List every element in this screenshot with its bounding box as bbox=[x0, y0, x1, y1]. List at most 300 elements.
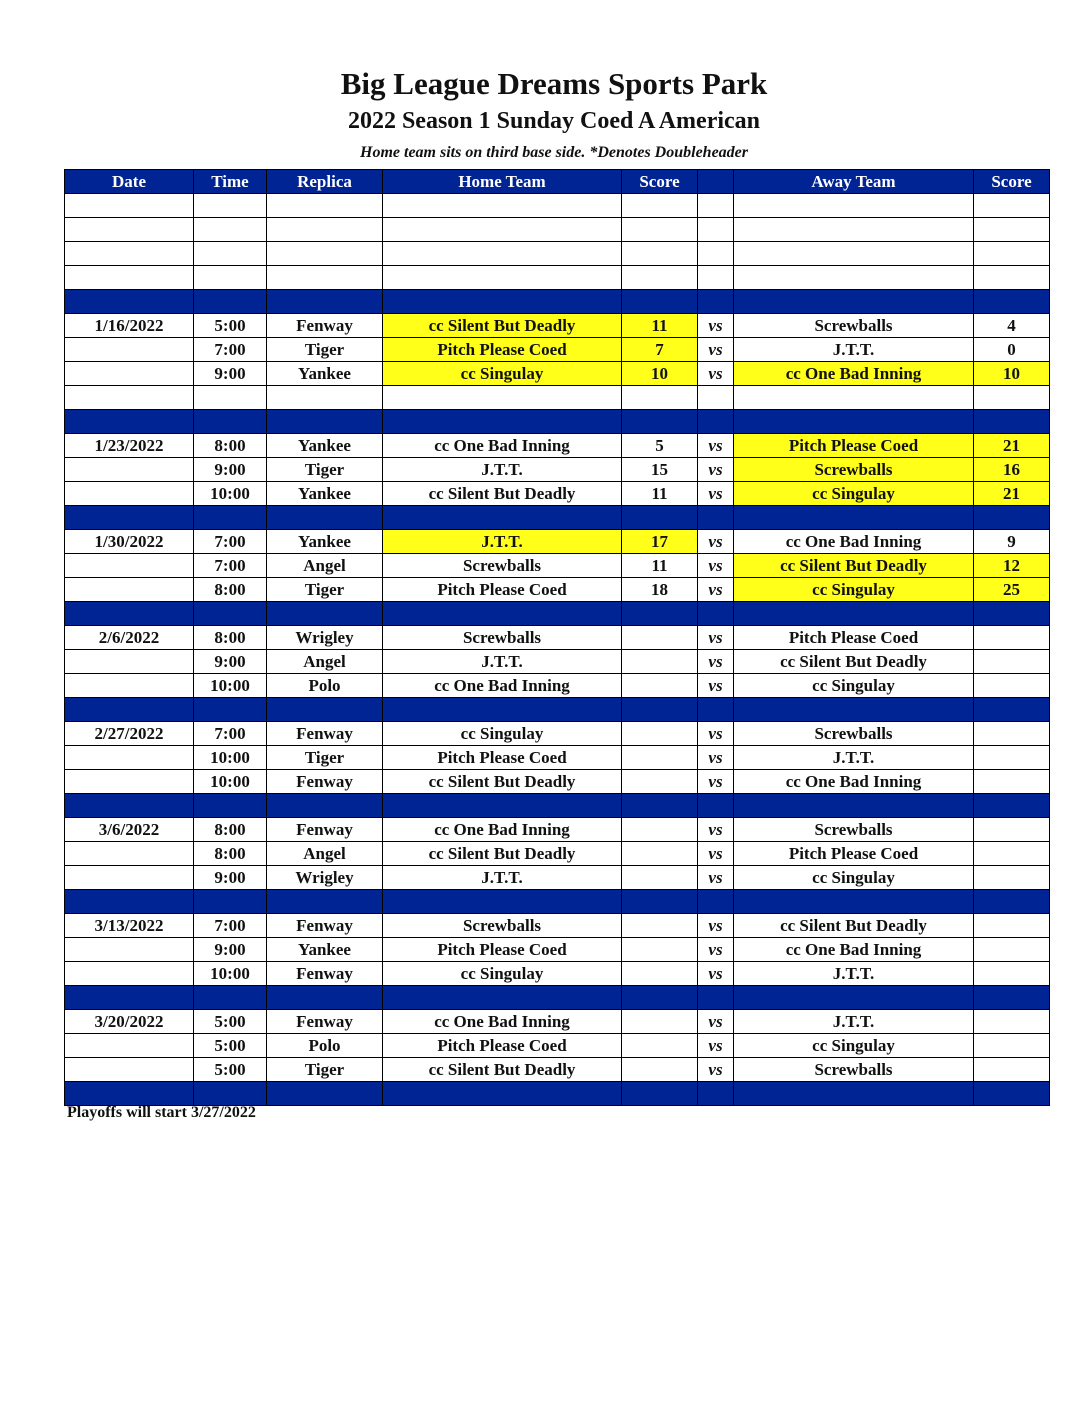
blank-cell bbox=[734, 242, 974, 266]
blank-cell bbox=[194, 242, 267, 266]
replica-cell: Fenway bbox=[267, 1010, 383, 1034]
date-cell: 3/20/2022 bbox=[65, 1010, 194, 1034]
date-cell bbox=[65, 842, 194, 866]
replica-cell: Fenway bbox=[267, 770, 383, 794]
away-score-cell bbox=[974, 770, 1050, 794]
away-score-cell bbox=[974, 1058, 1050, 1082]
blank-row bbox=[65, 218, 1050, 242]
date-cell: 2/27/2022 bbox=[65, 722, 194, 746]
date-cell bbox=[65, 554, 194, 578]
blank-cell bbox=[974, 194, 1050, 218]
date-cell bbox=[65, 458, 194, 482]
away-team-cell: cc One Bad Inning bbox=[734, 770, 974, 794]
time-cell: 10:00 bbox=[194, 482, 267, 506]
time-cell: 7:00 bbox=[194, 554, 267, 578]
time-cell: 9:00 bbox=[194, 650, 267, 674]
table-header-row bbox=[65, 170, 1050, 194]
blank-cell bbox=[383, 266, 622, 290]
date-cell bbox=[65, 770, 194, 794]
separator-cell bbox=[974, 698, 1050, 722]
blank-cell bbox=[383, 194, 622, 218]
replica-cell: Fenway bbox=[267, 722, 383, 746]
separator-cell bbox=[267, 290, 383, 314]
separator-row bbox=[65, 290, 1050, 314]
blank-cell bbox=[734, 266, 974, 290]
separator-cell bbox=[194, 602, 267, 626]
vs-cell: vs bbox=[698, 530, 734, 554]
separator-cell bbox=[622, 794, 698, 818]
home-team-cell: cc Silent But Deadly bbox=[383, 482, 622, 506]
vs-cell: vs bbox=[698, 818, 734, 842]
away-score-cell: 16 bbox=[974, 458, 1050, 482]
separator-cell bbox=[383, 794, 622, 818]
home-team-cell: cc One Bad Inning bbox=[383, 1010, 622, 1034]
vs-cell: vs bbox=[698, 1034, 734, 1058]
away-score-cell: 21 bbox=[974, 434, 1050, 458]
col-header-away-score: Score bbox=[974, 170, 1050, 194]
blank-cell bbox=[267, 386, 383, 410]
separator-cell bbox=[622, 290, 698, 314]
blank-cell bbox=[65, 386, 194, 410]
separator-row bbox=[65, 794, 1050, 818]
home-team-cell: cc Singulay bbox=[383, 722, 622, 746]
time-cell: 9:00 bbox=[194, 938, 267, 962]
time-cell: 10:00 bbox=[194, 770, 267, 794]
vs-cell: vs bbox=[698, 362, 734, 386]
separator-cell bbox=[698, 986, 734, 1010]
separator-cell bbox=[734, 1082, 974, 1106]
col-header-away-team: Away Team bbox=[734, 170, 974, 194]
home-team-cell: Pitch Please Coed bbox=[383, 938, 622, 962]
separator-cell bbox=[194, 890, 267, 914]
date-cell: 1/30/2022 bbox=[65, 530, 194, 554]
separator-row bbox=[65, 602, 1050, 626]
away-score-cell: 4 bbox=[974, 314, 1050, 338]
separator-cell bbox=[383, 410, 622, 434]
separator-row bbox=[65, 986, 1050, 1010]
separator-cell bbox=[734, 506, 974, 530]
separator-cell bbox=[698, 1082, 734, 1106]
vs-cell: vs bbox=[698, 338, 734, 362]
home-score-cell: 7 bbox=[622, 338, 698, 362]
blank-cell bbox=[622, 386, 698, 410]
time-cell: 5:00 bbox=[194, 1058, 267, 1082]
vs-cell: vs bbox=[698, 626, 734, 650]
time-cell: 7:00 bbox=[194, 914, 267, 938]
vs-cell: vs bbox=[698, 1058, 734, 1082]
home-team-cell: Screwballs bbox=[383, 554, 622, 578]
blank-cell bbox=[65, 218, 194, 242]
home-score-cell: 10 bbox=[622, 362, 698, 386]
away-team-cell: cc Singulay bbox=[734, 866, 974, 890]
separator-cell bbox=[734, 290, 974, 314]
away-team-cell: J.T.T. bbox=[734, 1010, 974, 1034]
separator-cell bbox=[194, 794, 267, 818]
blank-cell bbox=[974, 386, 1050, 410]
separator-cell bbox=[974, 290, 1050, 314]
date-cell: 3/13/2022 bbox=[65, 914, 194, 938]
vs-cell: vs bbox=[698, 770, 734, 794]
away-score-cell bbox=[974, 722, 1050, 746]
col-header-replica: Replica bbox=[267, 170, 383, 194]
home-score-cell bbox=[622, 1034, 698, 1058]
table-row bbox=[65, 650, 1050, 674]
table-row bbox=[65, 914, 1050, 938]
separator-cell bbox=[622, 986, 698, 1010]
separator-cell bbox=[65, 986, 194, 1010]
separator-cell bbox=[974, 986, 1050, 1010]
away-team-cell: Pitch Please Coed bbox=[734, 626, 974, 650]
vs-cell: vs bbox=[698, 434, 734, 458]
separator-cell bbox=[267, 890, 383, 914]
replica-cell: Fenway bbox=[267, 962, 383, 986]
replica-cell: Wrigley bbox=[267, 626, 383, 650]
blank-cell bbox=[194, 218, 267, 242]
table-row bbox=[65, 314, 1050, 338]
table-row bbox=[65, 866, 1050, 890]
home-team-cell: cc Silent But Deadly bbox=[383, 1058, 622, 1082]
blank-cell bbox=[383, 386, 622, 410]
separator-cell bbox=[974, 890, 1050, 914]
home-team-cell: Screwballs bbox=[383, 626, 622, 650]
separator-cell bbox=[267, 698, 383, 722]
blank-cell bbox=[267, 218, 383, 242]
separator-cell bbox=[65, 794, 194, 818]
away-score-cell bbox=[974, 842, 1050, 866]
time-cell: 10:00 bbox=[194, 674, 267, 698]
home-score-cell bbox=[622, 962, 698, 986]
home-team-cell: J.T.T. bbox=[383, 530, 622, 554]
away-score-cell bbox=[974, 1034, 1050, 1058]
away-score-cell bbox=[974, 650, 1050, 674]
home-team-cell: Pitch Please Coed bbox=[383, 746, 622, 770]
time-cell: 8:00 bbox=[194, 818, 267, 842]
replica-cell: Angel bbox=[267, 554, 383, 578]
date-cell: 2/6/2022 bbox=[65, 626, 194, 650]
blank-cell bbox=[383, 218, 622, 242]
away-team-cell: cc Silent But Deadly bbox=[734, 650, 974, 674]
time-cell: 8:00 bbox=[194, 434, 267, 458]
separator-cell bbox=[698, 506, 734, 530]
away-team-cell: Screwballs bbox=[734, 818, 974, 842]
separator-cell bbox=[194, 986, 267, 1010]
home-score-cell bbox=[622, 842, 698, 866]
separator-cell bbox=[383, 506, 622, 530]
date-cell bbox=[65, 962, 194, 986]
time-cell: 9:00 bbox=[194, 362, 267, 386]
time-cell: 9:00 bbox=[194, 866, 267, 890]
page-subtitle: 2022 Season 1 Sunday Coed A American bbox=[347, 108, 761, 134]
replica-cell: Angel bbox=[267, 650, 383, 674]
away-team-cell: Pitch Please Coed bbox=[734, 842, 974, 866]
separator-cell bbox=[267, 410, 383, 434]
time-cell: 8:00 bbox=[194, 578, 267, 602]
away-score-cell: 12 bbox=[974, 554, 1050, 578]
vs-cell: vs bbox=[698, 746, 734, 770]
away-team-cell: cc Singulay bbox=[734, 1034, 974, 1058]
blank-row bbox=[65, 266, 1050, 290]
home-team-cell: Screwballs bbox=[383, 914, 622, 938]
table-row bbox=[65, 746, 1050, 770]
table-row bbox=[65, 722, 1050, 746]
home-score-cell bbox=[622, 746, 698, 770]
separator-cell bbox=[698, 410, 734, 434]
replica-cell: Polo bbox=[267, 1034, 383, 1058]
date-cell bbox=[65, 938, 194, 962]
replica-cell: Polo bbox=[267, 674, 383, 698]
home-team-cell: Pitch Please Coed bbox=[383, 1034, 622, 1058]
separator-cell bbox=[267, 794, 383, 818]
table-row bbox=[65, 1034, 1050, 1058]
blank-cell bbox=[622, 242, 698, 266]
separator-row bbox=[65, 698, 1050, 722]
blank-cell bbox=[734, 218, 974, 242]
col-header-home-score: Score bbox=[622, 170, 698, 194]
home-score-cell bbox=[622, 818, 698, 842]
col-header-time: Time bbox=[194, 170, 267, 194]
separator-cell bbox=[383, 698, 622, 722]
blank-row bbox=[65, 386, 1050, 410]
separator-cell bbox=[974, 410, 1050, 434]
col-header-date: Date bbox=[65, 170, 194, 194]
home-score-cell bbox=[622, 866, 698, 890]
date-cell bbox=[65, 866, 194, 890]
table-row bbox=[65, 674, 1050, 698]
blank-cell bbox=[698, 194, 734, 218]
home-team-cell: J.T.T. bbox=[383, 458, 622, 482]
separator-cell bbox=[622, 602, 698, 626]
separator-cell bbox=[974, 602, 1050, 626]
home-score-cell bbox=[622, 1058, 698, 1082]
home-score-cell: 17 bbox=[622, 530, 698, 554]
replica-cell: Angel bbox=[267, 842, 383, 866]
separator-cell bbox=[734, 986, 974, 1010]
replica-cell: Tiger bbox=[267, 338, 383, 362]
table-row bbox=[65, 362, 1050, 386]
separator-cell bbox=[383, 1082, 622, 1106]
schedule-table bbox=[64, 169, 1050, 1106]
table-row bbox=[65, 530, 1050, 554]
separator-cell bbox=[622, 890, 698, 914]
blank-cell bbox=[734, 386, 974, 410]
blank-cell bbox=[622, 194, 698, 218]
blank-cell bbox=[267, 266, 383, 290]
date-cell bbox=[65, 1058, 194, 1082]
blank-cell bbox=[194, 194, 267, 218]
home-team-cell: cc Silent But Deadly bbox=[383, 314, 622, 338]
date-cell bbox=[65, 1034, 194, 1058]
time-cell: 5:00 bbox=[194, 1010, 267, 1034]
away-team-cell: Screwballs bbox=[734, 1058, 974, 1082]
time-cell: 7:00 bbox=[194, 530, 267, 554]
time-cell: 10:00 bbox=[194, 962, 267, 986]
vs-cell: vs bbox=[698, 842, 734, 866]
home-score-cell: 5 bbox=[622, 434, 698, 458]
home-team-cell: Pitch Please Coed bbox=[383, 338, 622, 362]
table-row bbox=[65, 554, 1050, 578]
home-score-cell bbox=[622, 770, 698, 794]
away-team-cell: cc Singulay bbox=[734, 482, 974, 506]
home-score-cell bbox=[622, 914, 698, 938]
separator-cell bbox=[65, 290, 194, 314]
time-cell: 7:00 bbox=[194, 722, 267, 746]
replica-cell: Yankee bbox=[267, 938, 383, 962]
header-note: Home team sits on third base side. *Denotes Doubleheader bbox=[360, 144, 748, 161]
away-team-cell: cc Silent But Deadly bbox=[734, 914, 974, 938]
away-score-cell bbox=[974, 938, 1050, 962]
date-cell bbox=[65, 650, 194, 674]
date-cell bbox=[65, 746, 194, 770]
separator-row bbox=[65, 1082, 1050, 1106]
separator-cell bbox=[698, 290, 734, 314]
col-header-home-team: Home Team bbox=[383, 170, 622, 194]
date-cell bbox=[65, 362, 194, 386]
away-score-cell bbox=[974, 866, 1050, 890]
separator-cell bbox=[267, 506, 383, 530]
away-score-cell bbox=[974, 674, 1050, 698]
vs-cell: vs bbox=[698, 554, 734, 578]
away-team-cell: cc Singulay bbox=[734, 578, 974, 602]
home-score-cell: 18 bbox=[622, 578, 698, 602]
home-score-cell: 11 bbox=[622, 314, 698, 338]
away-score-cell bbox=[974, 626, 1050, 650]
blank-cell bbox=[734, 194, 974, 218]
date-cell: 3/6/2022 bbox=[65, 818, 194, 842]
replica-cell: Tiger bbox=[267, 746, 383, 770]
separator-cell bbox=[194, 290, 267, 314]
vs-cell: vs bbox=[698, 674, 734, 698]
date-cell bbox=[65, 578, 194, 602]
replica-cell: Tiger bbox=[267, 1058, 383, 1082]
blank-cell bbox=[194, 266, 267, 290]
vs-cell: vs bbox=[698, 458, 734, 482]
time-cell: 5:00 bbox=[194, 314, 267, 338]
separator-cell bbox=[622, 410, 698, 434]
replica-cell: Tiger bbox=[267, 578, 383, 602]
date-cell bbox=[65, 338, 194, 362]
home-score-cell bbox=[622, 650, 698, 674]
home-team-cell: cc One Bad Inning bbox=[383, 818, 622, 842]
home-team-cell: cc Singulay bbox=[383, 962, 622, 986]
vs-cell: vs bbox=[698, 914, 734, 938]
home-team-cell: J.T.T. bbox=[383, 866, 622, 890]
away-score-cell: 10 bbox=[974, 362, 1050, 386]
home-score-cell: 11 bbox=[622, 482, 698, 506]
time-cell: 9:00 bbox=[194, 458, 267, 482]
table-row bbox=[65, 482, 1050, 506]
blank-cell bbox=[267, 242, 383, 266]
time-cell: 7:00 bbox=[194, 338, 267, 362]
separator-row bbox=[65, 890, 1050, 914]
replica-cell: Wrigley bbox=[267, 866, 383, 890]
away-team-cell: cc One Bad Inning bbox=[734, 530, 974, 554]
away-score-cell bbox=[974, 962, 1050, 986]
away-score-cell bbox=[974, 818, 1050, 842]
replica-cell: Fenway bbox=[267, 818, 383, 842]
away-team-cell: Screwballs bbox=[734, 722, 974, 746]
home-score-cell bbox=[622, 938, 698, 962]
time-cell: 5:00 bbox=[194, 1034, 267, 1058]
home-team-cell: cc Singulay bbox=[383, 362, 622, 386]
home-score-cell bbox=[622, 1010, 698, 1034]
away-team-cell: Pitch Please Coed bbox=[734, 434, 974, 458]
time-cell: 8:00 bbox=[194, 842, 267, 866]
separator-cell bbox=[622, 1082, 698, 1106]
table-row bbox=[65, 626, 1050, 650]
table-row bbox=[65, 770, 1050, 794]
blank-cell bbox=[698, 242, 734, 266]
blank-cell bbox=[698, 266, 734, 290]
separator-cell bbox=[698, 602, 734, 626]
blank-cell bbox=[383, 242, 622, 266]
blank-cell bbox=[974, 218, 1050, 242]
replica-cell: Tiger bbox=[267, 458, 383, 482]
separator-cell bbox=[65, 1082, 194, 1106]
date-cell bbox=[65, 674, 194, 698]
away-team-cell: cc Singulay bbox=[734, 674, 974, 698]
away-team-cell: J.T.T. bbox=[734, 962, 974, 986]
separator-cell bbox=[974, 794, 1050, 818]
separator-cell bbox=[194, 410, 267, 434]
home-team-cell: Pitch Please Coed bbox=[383, 578, 622, 602]
away-score-cell: 9 bbox=[974, 530, 1050, 554]
away-score-cell bbox=[974, 746, 1050, 770]
separator-cell bbox=[267, 1082, 383, 1106]
table-row bbox=[65, 1058, 1050, 1082]
table-row bbox=[65, 842, 1050, 866]
table-row bbox=[65, 938, 1050, 962]
separator-cell bbox=[974, 1082, 1050, 1106]
page-title: Big League Dreams Sports Park bbox=[340, 66, 768, 101]
away-score-cell bbox=[974, 1010, 1050, 1034]
table-row bbox=[65, 818, 1050, 842]
separator-cell bbox=[734, 890, 974, 914]
blank-row bbox=[65, 242, 1050, 266]
blank-cell bbox=[65, 242, 194, 266]
away-team-cell: J.T.T. bbox=[734, 338, 974, 362]
separator-cell bbox=[698, 794, 734, 818]
separator-row bbox=[65, 506, 1050, 530]
blank-cell bbox=[65, 194, 194, 218]
schedule-body bbox=[65, 194, 1050, 1106]
blank-cell bbox=[974, 266, 1050, 290]
table-row bbox=[65, 434, 1050, 458]
replica-cell: Yankee bbox=[267, 530, 383, 554]
separator-cell bbox=[267, 602, 383, 626]
home-score-cell: 11 bbox=[622, 554, 698, 578]
vs-cell: vs bbox=[698, 578, 734, 602]
blank-row bbox=[65, 194, 1050, 218]
separator-cell bbox=[65, 602, 194, 626]
separator-cell bbox=[734, 698, 974, 722]
home-score-cell: 15 bbox=[622, 458, 698, 482]
blank-cell bbox=[698, 386, 734, 410]
home-team-cell: cc One Bad Inning bbox=[383, 434, 622, 458]
replica-cell: Yankee bbox=[267, 362, 383, 386]
separator-cell bbox=[194, 698, 267, 722]
away-team-cell: Screwballs bbox=[734, 458, 974, 482]
playoffs-note: Playoffs will start 3/27/2022 bbox=[67, 1104, 256, 1121]
table-row bbox=[65, 578, 1050, 602]
away-score-cell: 0 bbox=[974, 338, 1050, 362]
home-team-cell: J.T.T. bbox=[383, 650, 622, 674]
separator-cell bbox=[267, 986, 383, 1010]
away-team-cell: cc One Bad Inning bbox=[734, 362, 974, 386]
home-score-cell bbox=[622, 626, 698, 650]
away-team-cell: cc Silent But Deadly bbox=[734, 554, 974, 578]
blank-cell bbox=[267, 194, 383, 218]
separator-cell bbox=[194, 1082, 267, 1106]
